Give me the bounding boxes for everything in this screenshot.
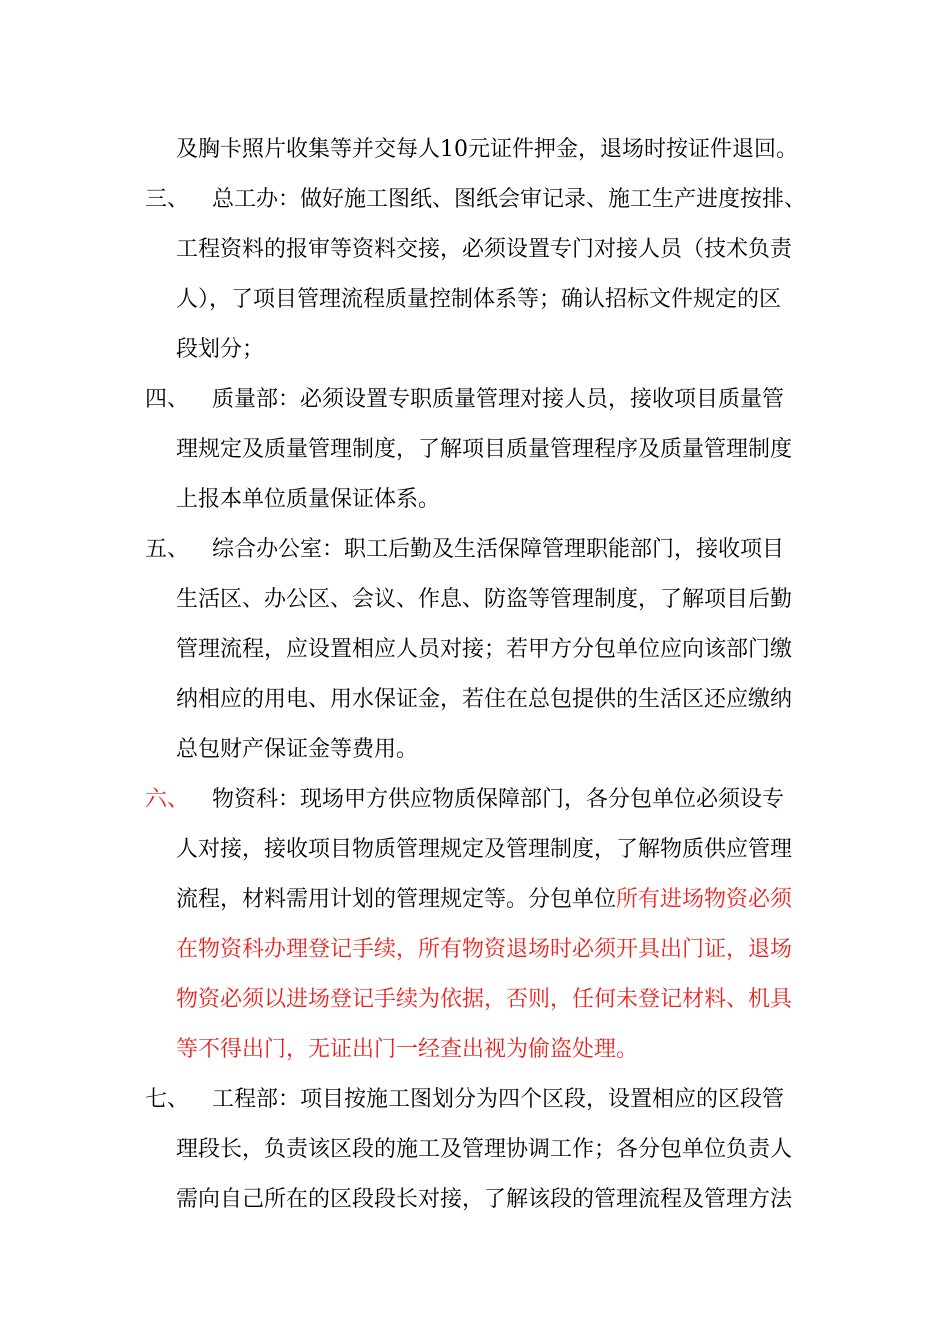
section-6-highlight-line-2: 物资必须以进场登记手续为依据，否则，任何未登记材料、机具 (176, 987, 793, 1012)
section-6-line-3-highlight: 所有进场物资必须 (616, 887, 793, 912)
section-3-number: 三、 (145, 187, 190, 212)
section-4-number: 四、 (145, 387, 190, 412)
section-6-line-1: 物资科：现场甲方供应物质保障部门，各分包单位必须设专 (212, 787, 785, 812)
section-5-line-5: 总包财产保证金等费用。 (176, 737, 419, 762)
section-6-line-3-text: 流程，材料需用计划的管理规定等。分包单位 (176, 887, 617, 912)
section-5-line-3: 管理流程，应设置相应人员对接；若甲方分包单位应向该部门缴 (176, 637, 793, 662)
intro-line: 及胸卡照片收集等并交每人10元证件押金，退场时按证件退回。 (176, 137, 798, 162)
section-5-line-2: 生活区、办公区、会议、作息、防盗等管理制度，了解项目后勤 (176, 587, 793, 612)
section-6-line-3 (176, 885, 792, 915)
section-5-number: 五、 (145, 537, 190, 562)
section-6-line-2: 人对接，接收项目物质管理规定及管理制度，了解物质供应管理 (176, 837, 793, 862)
section-6-highlight-line-1: 在物资科办理登记手续，所有物资退场时必须开具出门证，退场 (176, 937, 793, 962)
section-6-number: 六、 (145, 787, 190, 812)
section-7-number: 七、 (145, 1087, 190, 1112)
section-3-line-1: 总工办：做好施工图纸、图纸会审记录、施工生产进度按排、 (212, 187, 807, 212)
section-7-line-2: 理段长，负责该区段的施工及管理协调工作；各分包单位负责人 (176, 1137, 793, 1162)
section-4-line-2: 理规定及质量管理制度，了解项目质量管理程序及质量管理制度 (176, 437, 793, 462)
section-3-line-2: 工程资料的报审等资料交接，必须设置专门对接人员（技术负责 (176, 237, 793, 262)
section-6-highlight-line-3: 等不得出门，无证出门一经查出视为偷盗处理。 (176, 1037, 639, 1062)
section-4-line-3: 上报本单位质量保证体系。 (176, 487, 441, 512)
section-7-line-1: 工程部：项目按施工图划分为四个区段，设置相应的区段管 (212, 1087, 785, 1112)
section-4-line-1: 质量部：必须设置专职质量管理对接人员，接收项目质量管 (212, 387, 785, 412)
section-5-line-4: 纳相应的用电、用水保证金，若住在总包提供的生活区还应缴纳 (176, 687, 793, 712)
section-5-line-1: 综合办公室：职工后勤及生活保障管理职能部门，接收项目 (212, 537, 785, 562)
section-3-line-4: 段划分； (176, 337, 265, 362)
section-3-line-3: 人），了项目管理流程质量控制体系等；确认招标文件规定的区 (176, 287, 782, 312)
section-7-line-3: 需向自己所在的区段段长对接，了解该段的管理流程及管理方法 (176, 1187, 793, 1212)
